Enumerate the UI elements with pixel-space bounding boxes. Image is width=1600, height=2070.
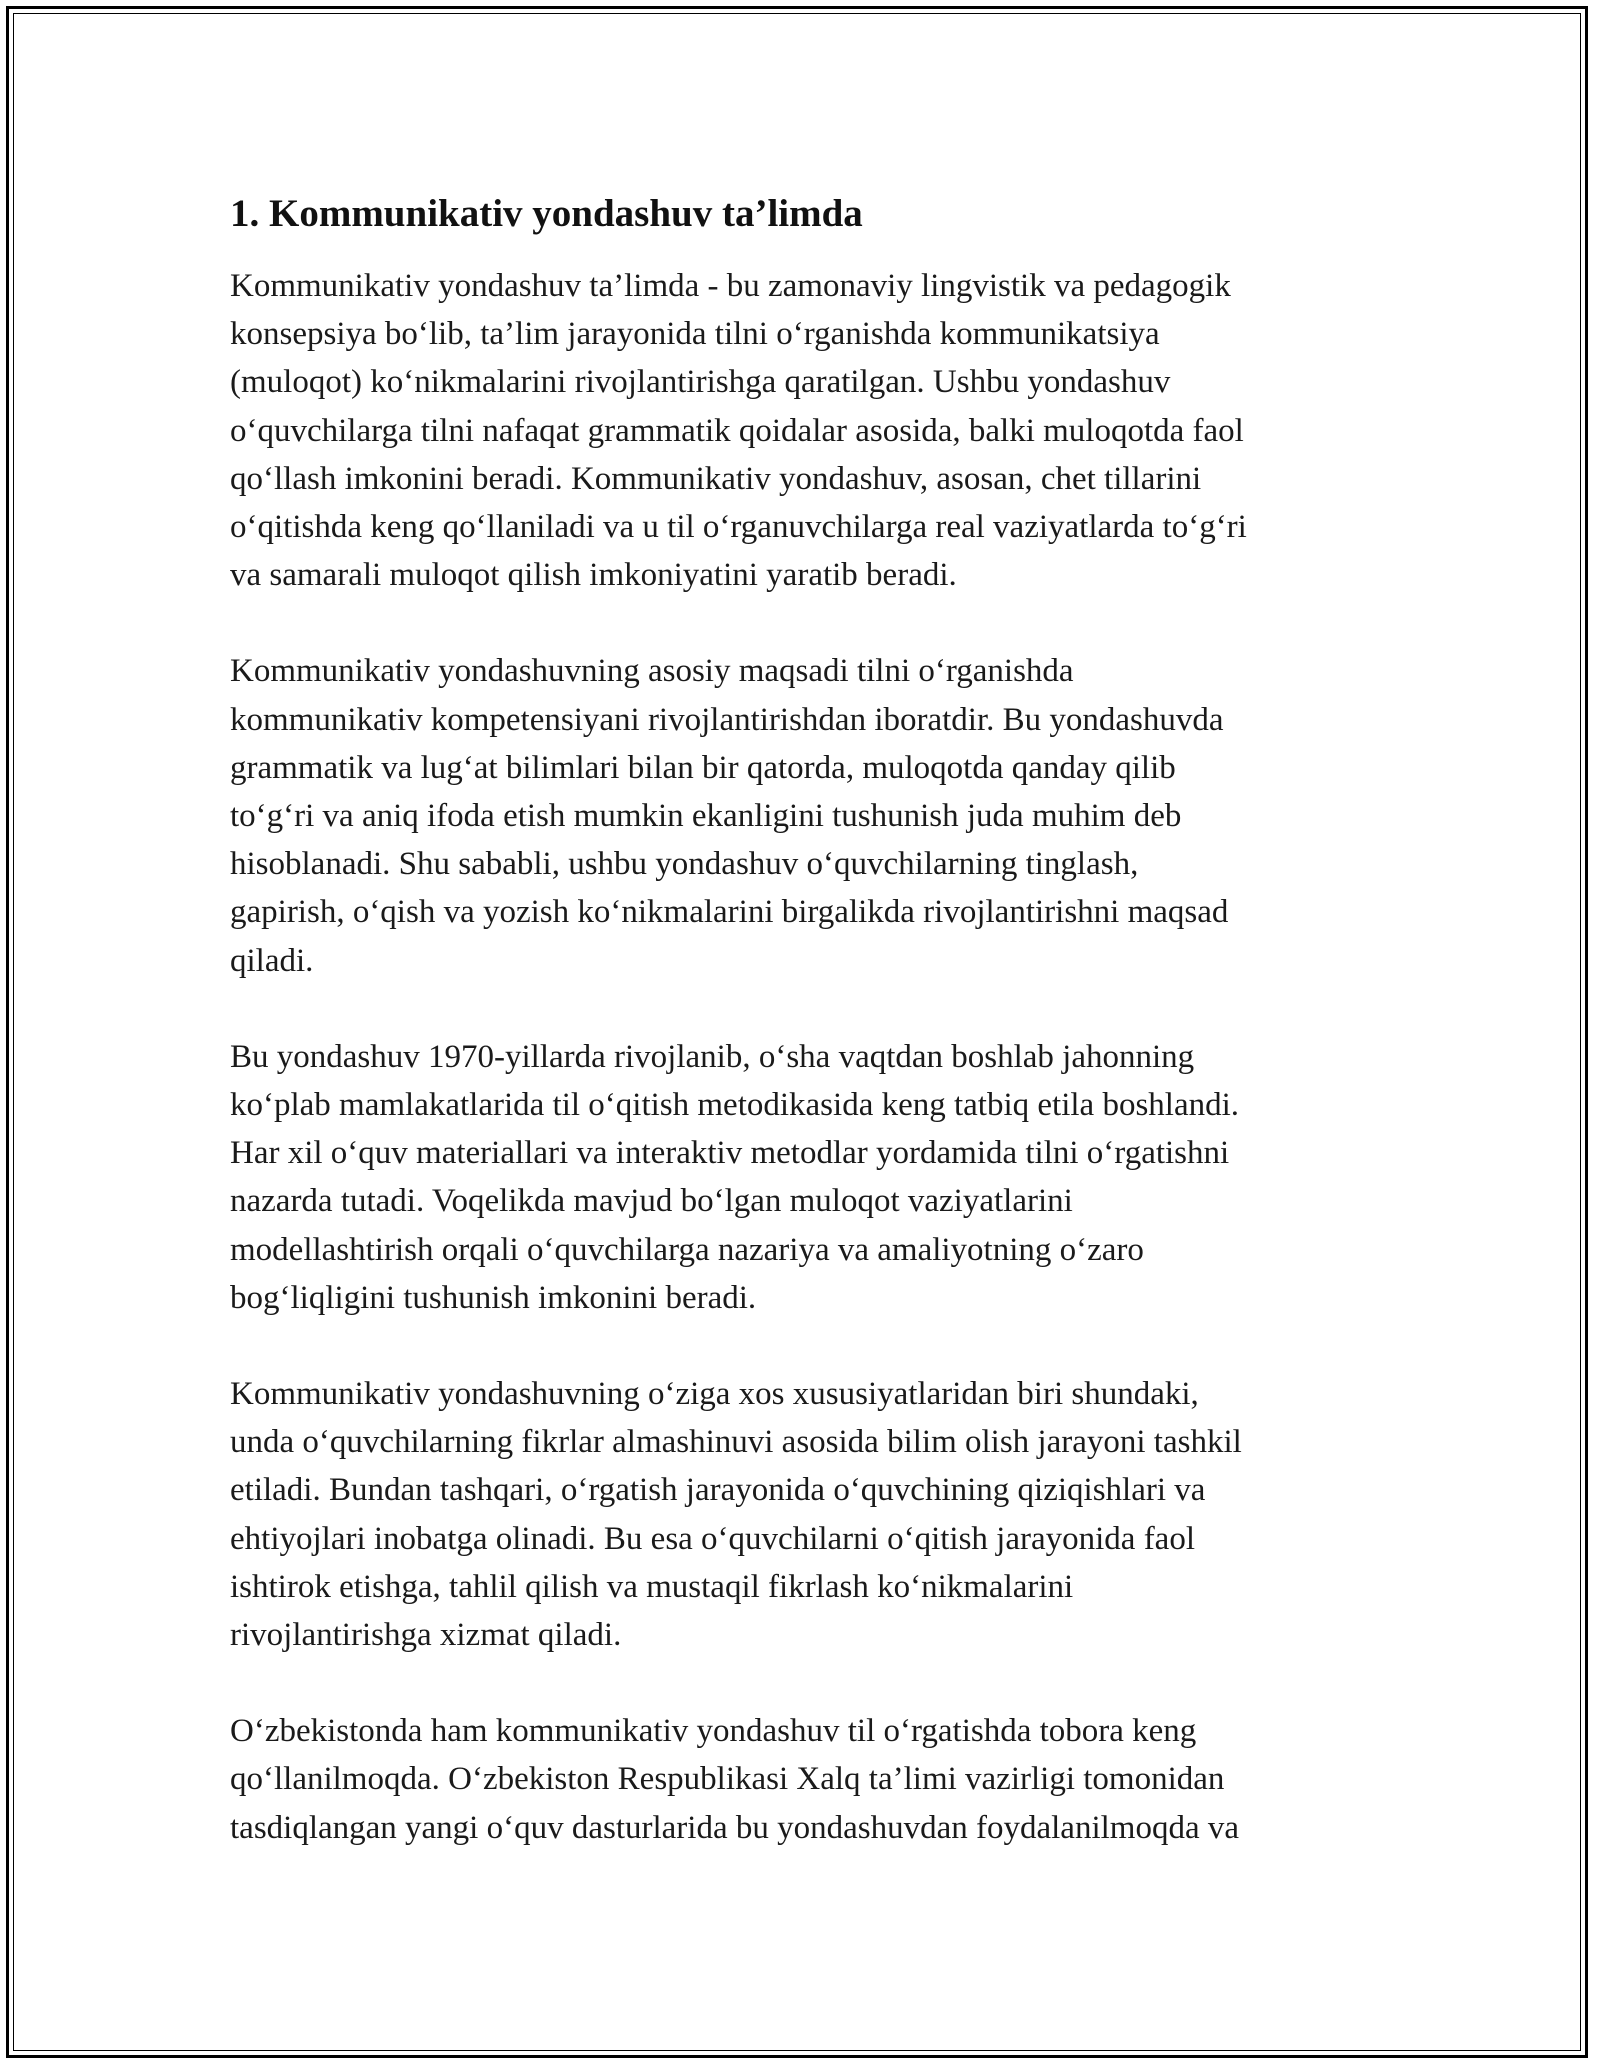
paragraph-4: Kommunikativ yondashuvning o‘ziga xos xususiyatlaridan biri shundaki, unda o‘quvchilarning fikrlar almashinuvi asosida bilim olish jarayoni tashkil etiladi. Bundan tashqari, o‘rgatish jarayonida o‘quvchining qiziqishlari va ehtiyojlari inobatga olinadi. Bu esa o‘quvchilarni o‘qitish jarayonida faol ishtirok etishga, tahlil qilish va mustaqil fikrlash ko‘nikmalarini rivojlantirishga xizmat qiladi. <box>230 1376 1242 1654</box>
paragraph-1: Kommunikativ yondashuv ta’limda - bu zamonaviy lingvistik va pedagogik konsepsiya bo‘lib, ta’lim jarayonida tilni o‘rganishda kommunikatsiya (muloqot) ko‘nikmalarini rivojlantirishga qaratilgan. Ushbu yondashuv o‘quvchilarga tilni nafaqat grammatik qoidalar asosida, balki muloqotda faol qo‘llash imkonini beradi. Kommunikativ yondashuv, asosan, chet tillarini o‘qitishda keng qo‘llaniladi va u til o‘rganuvchilarga real vaziyatlarda to‘g‘ri va samarali muloqot qilish imkoniyatini yaratib beradi. <box>230 268 1247 594</box>
section-heading: 1. Kommunikativ yondashuv ta’limda <box>230 192 863 235</box>
document-body <box>230 186 1370 1900</box>
paragraph-5: O‘zbekistonda ham kommunikativ yondashuv til o‘rgatishda tobora keng qo‘llanilmoqda. O‘zbekiston Respublikasi Xalq ta’limi vazirligi tomonidan tasdiqlangan yangi o‘quv dasturlarida bu yondashuvdan foydalanilmoqda va <box>230 1713 1239 1846</box>
paragraph-3: Bu yondashuv 1970-yillarda rivojlanib, o‘sha vaqtdan boshlab jahonning ko‘plab mamlakatlarida til o‘qitish metodikasida keng tatbiq etila boshlandi. Har xil o‘quv materiallari va interaktiv metodlar yordamida tilni o‘rgatishni nazarda tutadi. Voqelikda mavjud bo‘lgan muloqot vaziyatlarini modellashtirish orqali o‘quvchilarga nazariya va amaliyotning o‘zaro bog‘liqligini tushunish imkonini beradi. <box>230 1038 1240 1316</box>
paragraph-2: Kommunikativ yondashuvning asosiy maqsadi tilni o‘rganishda kommunikativ kompetensiyani rivojlantirishdan iboratdir. Bu yondashuvda grammatik va lug‘at bilimlari bilan bir qatorda, muloqotda qanday qilib to‘g‘ri va aniq ifoda etish mumkin ekanligini tushunish juda muhim deb hisoblanadi. Shu sababli, ushbu yondashuv o‘quvchilarning tinglash, gapirish, o‘qish va yozish ko‘nikmalarini birgalikda rivojlantirishni maqsad qiladi. <box>230 653 1229 979</box>
